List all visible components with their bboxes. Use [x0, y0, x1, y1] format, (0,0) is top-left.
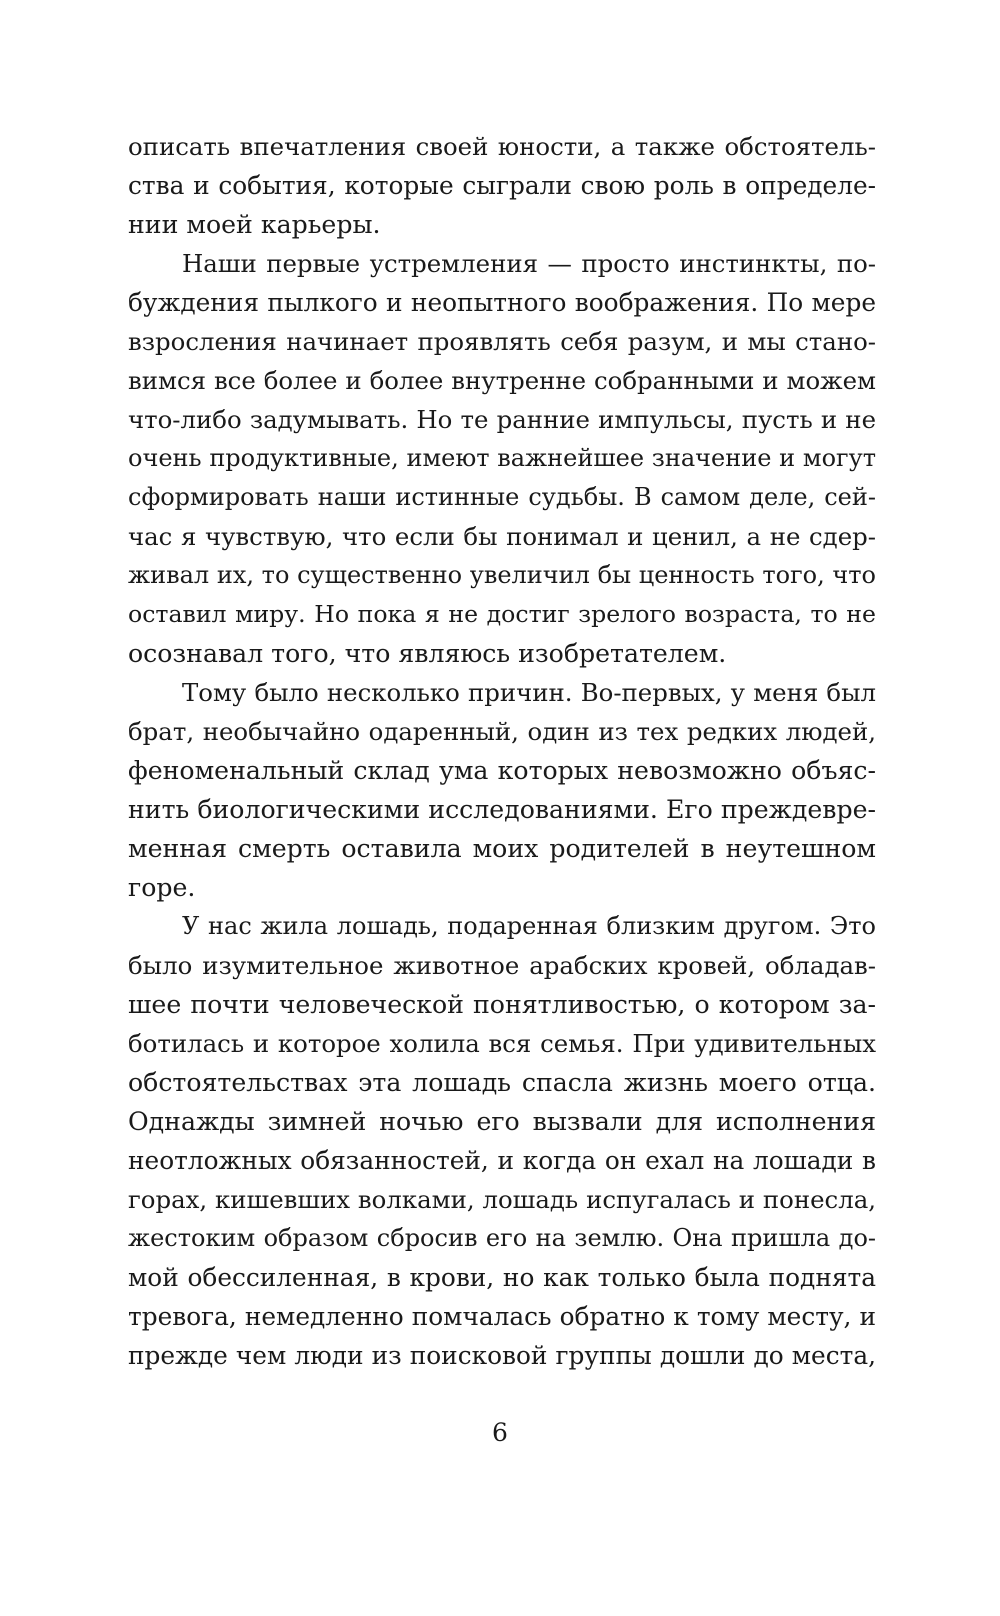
- text-line: очень продуктивные, имеют важнейшее значение и могут: [128, 444, 876, 472]
- text-line: жестоким образом сбросив его на землю. Она пришла до-: [128, 1224, 876, 1252]
- text-line: менная смерть оставила моих родителей в неутешном: [128, 834, 876, 863]
- page-number: 6: [492, 1418, 508, 1447]
- text-line: феноменальный склад ума которых невозможно объяс-: [128, 756, 876, 785]
- text-line: У нас жила лошадь, подаренная близким другом. Это: [182, 912, 876, 940]
- text-line: Тому было несколько причин. Во-первых, у меня был: [182, 678, 876, 707]
- text-line: час я чувствую, что если бы понимал и ценил, а не сдер-: [128, 522, 876, 551]
- text-line: обстоятельствах эта лошадь спасла жизнь моего отца.: [128, 1068, 876, 1097]
- text-line: неотложных обязанностей, и когда он ехал на лошади в: [128, 1146, 876, 1175]
- text-line: мой обессиленная, в крови, но как только была поднята: [128, 1263, 876, 1292]
- text-line: тревога, немедленно помчалась обратно к тому месту, и: [128, 1302, 876, 1331]
- text-line: прежде чем люди из поисковой группы дошли до места,: [128, 1341, 876, 1370]
- text-line: взросления начинает проявлять себя разум, и мы стано-: [128, 327, 876, 356]
- text-line: нить биологическими исследованиями. Его преждевре-: [128, 795, 876, 824]
- text-line: вимся все более и более внутренне собранными и можем: [128, 366, 876, 395]
- text-line: живал их, то существенно увеличил бы ценность того, что: [128, 561, 876, 589]
- text-line: что-либо задумывать. Но те ранние импульсы, пусть и не: [128, 405, 876, 434]
- text-line: шее почти человеческой понятливостью, о котором за-: [128, 990, 876, 1019]
- text-line: буждения пылкого и неопытного воображения. По мере: [128, 288, 876, 317]
- text-line: брат, необычайно одаренный, один из тех редких людей,: [128, 717, 876, 746]
- body-text: [128, 127, 876, 1375]
- text-line: осознавал того, что являюсь изобретателем.: [128, 639, 727, 668]
- text-line: Наши первые устремления — просто инстинкты, по-: [182, 249, 876, 278]
- text-line: сформировать наши истинные судьбы. В самом деле, сей-: [128, 483, 876, 511]
- text-line: оставил миру. Но пока я не достиг зрелого возраста, то не: [128, 600, 876, 628]
- text-line: Однажды зимней ночью его вызвали для исполнения: [128, 1107, 876, 1136]
- text-line: описать впечатления своей юности, а также обстоятель-: [128, 132, 876, 161]
- text-line: ботилась и которое холила вся семья. При удивительных: [128, 1029, 876, 1058]
- text-line: горе.: [128, 873, 196, 902]
- text-line: было изумительное животное арабских кровей, обладав-: [128, 951, 876, 980]
- text-line: ства и события, которые сыграли свою роль в определе-: [128, 171, 876, 200]
- text-line: горах, кишевших волками, лошадь испугалась и понесла,: [128, 1185, 876, 1214]
- text-line: нии моей карьеры.: [128, 210, 381, 239]
